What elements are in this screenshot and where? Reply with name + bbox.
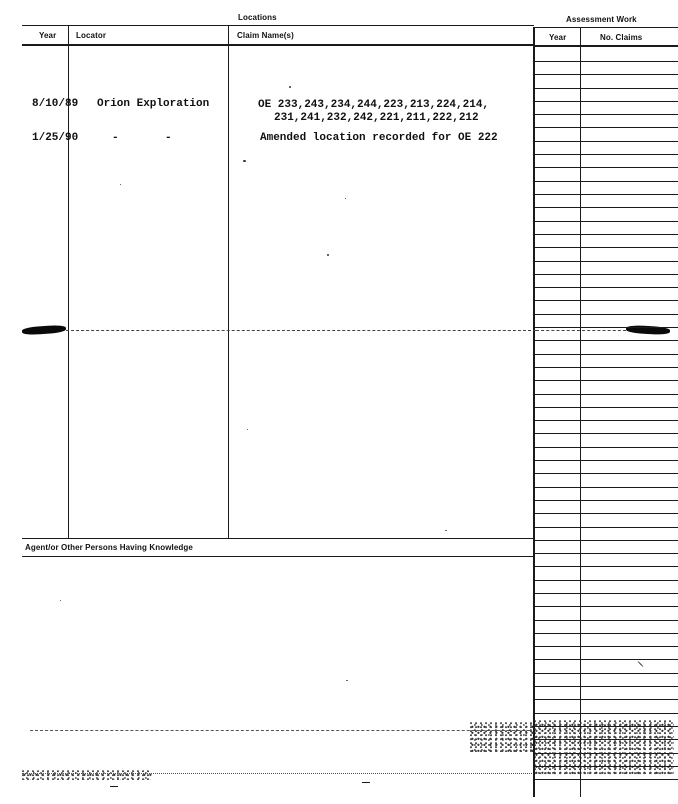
fold-line-left bbox=[66, 330, 536, 331]
scan-speck bbox=[120, 184, 121, 185]
assessment-row-rule bbox=[534, 580, 678, 581]
scan-speck bbox=[289, 86, 291, 88]
assessment-row-rule bbox=[534, 646, 678, 647]
locations-bottom-rule bbox=[22, 538, 534, 539]
assessment-row-rule bbox=[534, 487, 678, 488]
year-column-header: Year bbox=[39, 31, 57, 40]
assessment-row-rule bbox=[534, 141, 678, 142]
assessment-row-rule bbox=[534, 247, 678, 248]
entry-locator-ditto: - bbox=[112, 132, 119, 144]
assessment-row-rule bbox=[534, 194, 678, 195]
assessment-row-rule bbox=[534, 606, 678, 607]
scan-noise bbox=[470, 722, 534, 752]
assessment-row-rule bbox=[534, 314, 678, 315]
scan-speck bbox=[247, 429, 248, 430]
assessment-row-rule bbox=[534, 154, 678, 155]
bottom-dashed-line bbox=[30, 730, 530, 731]
locations-top-rule bbox=[22, 25, 534, 26]
assessment-row-rule bbox=[534, 367, 678, 368]
entry-locator-ditto: - bbox=[165, 132, 172, 144]
ink-smudge-left bbox=[22, 324, 66, 335]
assessment-row-rule bbox=[534, 460, 678, 461]
scan-mark bbox=[110, 786, 118, 787]
assessment-header-bottom-rule bbox=[534, 45, 678, 47]
assessment-top-rule bbox=[534, 27, 678, 28]
scan-noise bbox=[22, 770, 152, 780]
assessment-row-rule bbox=[534, 779, 678, 780]
claims-assessment-divider bbox=[533, 27, 535, 797]
assessment-row-rule bbox=[534, 447, 678, 448]
assessment-work-heading: Assessment Work bbox=[566, 15, 637, 24]
locator-claims-divider bbox=[228, 26, 229, 538]
assessment-row-rule bbox=[534, 261, 678, 262]
scan-noise bbox=[534, 720, 674, 776]
assessment-row-rule bbox=[534, 566, 678, 567]
assessment-row-rule bbox=[534, 673, 678, 674]
locations-heading: Locations bbox=[238, 13, 277, 22]
scan-speck bbox=[327, 254, 329, 256]
assessment-row-rule bbox=[534, 234, 678, 235]
assessment-row-rule bbox=[534, 420, 678, 421]
assessment-row-rule bbox=[534, 394, 678, 395]
assessment-row-rule bbox=[534, 659, 678, 660]
assessment-row-rule bbox=[534, 500, 678, 501]
assessment-row-rule bbox=[534, 473, 678, 474]
entry-claim-names-continued: 231,241,232,242,221,211,222,212 bbox=[274, 112, 479, 124]
assessment-row-rule bbox=[534, 527, 678, 528]
assessment-row-rule bbox=[534, 354, 678, 355]
assessment-row-rule bbox=[534, 127, 678, 128]
assessment-row-rule bbox=[534, 699, 678, 700]
scan-speck bbox=[243, 160, 246, 162]
entry-year: 8/10/89 bbox=[32, 98, 79, 110]
assessment-row-rule bbox=[534, 61, 678, 62]
assessment-row-rule bbox=[534, 433, 678, 434]
assessment-row-rule bbox=[534, 181, 678, 182]
assessment-row-rule bbox=[534, 340, 678, 341]
scan-speck bbox=[445, 530, 447, 531]
fold-line-right bbox=[536, 330, 626, 331]
assessment-row-rule bbox=[534, 553, 678, 554]
assessment-row-rule bbox=[534, 274, 678, 275]
assessment-row-rule bbox=[534, 101, 678, 102]
agent-section-heading: Agent/or Other Persons Having Knowledge bbox=[25, 543, 193, 552]
scan-speck bbox=[60, 600, 61, 601]
assessment-row-rule bbox=[534, 513, 678, 514]
assessment-row-rule bbox=[534, 633, 678, 634]
assessment-row-rule bbox=[534, 221, 678, 222]
assessment-row-rule bbox=[534, 713, 678, 714]
assessment-row-rule bbox=[534, 380, 678, 381]
claim-names-column-header: Claim Name(s) bbox=[237, 31, 294, 40]
scan-speck bbox=[345, 198, 346, 199]
scan-mark bbox=[362, 782, 370, 783]
assessment-row-rule bbox=[534, 540, 678, 541]
assessment-row-rule bbox=[534, 74, 678, 75]
assessment-row-rule bbox=[534, 207, 678, 208]
assessment-row-rule bbox=[534, 114, 678, 115]
entry-year: 1/25/90 bbox=[32, 132, 79, 144]
entry-locator: Orion Exploration bbox=[97, 98, 210, 110]
entry-claim-names: Amended location recorded for OE 222 bbox=[260, 132, 498, 144]
agent-heading-rule bbox=[22, 556, 534, 557]
assessment-row-rule bbox=[534, 620, 678, 621]
assessment-row-rule bbox=[534, 327, 678, 328]
locator-column-header: Locator bbox=[76, 31, 107, 40]
assessment-row-rule bbox=[534, 300, 678, 301]
assessment-row-rule bbox=[534, 167, 678, 168]
assessment-row-rule bbox=[534, 686, 678, 687]
entry-claim-names: OE 233,243,234,244,223,213,224,214, bbox=[258, 99, 490, 111]
assessment-row-rule bbox=[534, 88, 678, 89]
assessment-year-divider bbox=[580, 27, 581, 797]
number-of-claims-column-header: No. Claims bbox=[600, 33, 643, 42]
assessment-row-rule bbox=[534, 287, 678, 288]
assessment-row-rule bbox=[534, 407, 678, 408]
scan-speck bbox=[637, 661, 643, 667]
scan-speck bbox=[346, 680, 348, 681]
header-bottom-rule bbox=[22, 44, 534, 46]
assessment-year-column-header: Year bbox=[549, 33, 567, 42]
assessment-row-rule bbox=[534, 593, 678, 594]
